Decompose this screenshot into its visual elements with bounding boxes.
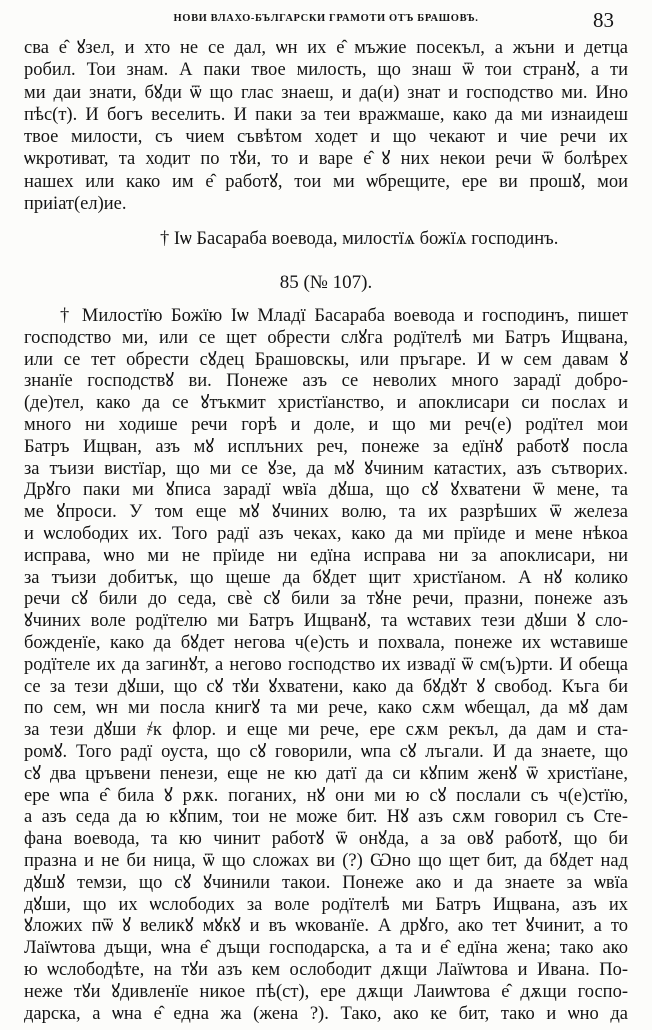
signature-line: † Iѡ Басараба воевода, милостїѧ божїѧ господинъ.	[160, 229, 559, 249]
text-line: исправа, ѡно ми не прїиде ни едїна исправа ни за апоклисари, ни	[24, 545, 628, 566]
text-line: Лаїѡтова дъщи, ѡна е̂ дъщи господарска, а та и е̂ едїна жена; тако ако	[24, 938, 628, 959]
text-line: неже тꙋи ꙋдивленїе никое пѣ(ст), ере дѫщи Лаиѡтова е̂ дѫщи госпо-	[24, 981, 628, 1002]
running-title: НОВИ ВЛАХО-БЪЛГАРСКИ ГРАМОТИ ОТЪ БРАШОВЪ.	[173, 13, 479, 24]
text-line: а азъ седа да ю кꙋпим, тои не може бит. Нꙋ азъ сѫм говорил съ Сте-	[24, 807, 628, 828]
text-line: се за тези дꙋши, що сꙋ тꙋи ꙋхватени, како да бꙋдꙋт ꙋ свобод. Къга би	[24, 676, 628, 697]
text-line: (де)тел, како да се ꙋтъкмит христїанство, и апоклисари си послах и	[24, 393, 628, 414]
text-line: ме ꙋпроси. У том еще мꙋ ꙋчиних волю, та их разрѣших ѿ железа	[24, 502, 628, 523]
text-line: ми даи знати, бꙋди ѿ що глас знаеш, и да(и) знат и господство ми. Ино	[24, 82, 628, 103]
text-line: и ѡслободих их. Того радї азъ чеках, како да ми прїиде и мене нѣкоа	[24, 523, 628, 544]
text-line: ере ѡпа е̂ била ꙋ рѫк. поганих, нꙋ они ми ю сꙋ послали съ ч(е)стїю,	[24, 785, 628, 806]
text-line: сва е̂ ꙋзел, и хто не се дал, ѡн их е̂ мъжие посекъл, а жъни и детца	[24, 38, 628, 58]
text-line: по сем, ѡн ми посла книгꙋ та ми рече, како сѫм ѡбещал, да мꙋ дам	[24, 698, 628, 719]
text-line: господство ми, или се щет обрести слꙋга родїтелѣ ми Батръ Ищвана,	[24, 327, 628, 348]
text-line: много ни ходише речи горѣ и доле, и що ми реч(е) родїтел мои	[24, 414, 628, 435]
text-line: сꙋ два цръвени пенези, еще не кю датї да си кꙋпим женꙋ ѿ христїане,	[24, 763, 628, 784]
text-line: божденїе, како да бꙋдет негова ч(е)сть и похвала, понеже их ѡставише	[24, 632, 628, 653]
text-line: празна и не би ница, ѿ що сложах ви (?) Ѡно що щет бит, да бꙋдет над	[24, 850, 628, 871]
paragraph-continued	[24, 37, 628, 215]
text-line: за тъизи вистїар, що ми се ꙋзе, да мꙋ ꙋчиним катастих, азъ сътворих.	[24, 458, 628, 479]
text-line: Батръ Ищван, азъ мꙋ исплъних реч, понеже за едїнꙋ работꙋ посла	[24, 436, 628, 457]
page-number: 83	[593, 8, 614, 32]
running-header	[0, 8, 652, 30]
text-line: дꙋши, що их ѡслободих за воле родїтелѣ ми Батръ Ищвана, азъ их	[24, 894, 628, 915]
text-line: пѣс(т). И богъ веселить. И паки за теи вражмаше, како да ми изнаидеш	[24, 104, 628, 125]
text-line: фана воевода, та кю чинит работꙋ ѿ онꙋда, а за овꙋ работꙋ, що би	[24, 829, 628, 850]
text-line: родїтеле их да загинꙋт, а негово господство их извадї ѿ см(ъ)рти. И обеща	[24, 654, 628, 675]
text-line: † Милостїю Божїю Iѡ Младї Басараба воевода и господинъ, пишет	[60, 306, 628, 326]
text-line: ꙋчиних воле родїтелю ми Батръ Ищванꙋ, та ѡставих тези дꙋши ꙋ сло-	[24, 611, 628, 632]
text-line: за тези дꙋши ҂к флор. и еще ми рече, ере сѫм рекъл, да дам и ста-	[24, 720, 629, 741]
text-line: ю ѡслободѣте, на тꙋи азъ кем ослободит дѫщи Лаїѡтова и Ивана. По-	[24, 959, 628, 980]
text-line: приiат(ел)ие.	[24, 194, 127, 215]
document-number-heading: 85 (№ 107).	[279, 272, 373, 293]
text-line: ѡкротиват, та ходит по тꙋи, то и варе е̂ ꙋ них некои речи ѿ болѣрех	[24, 149, 628, 170]
text-line: знанїе господствꙋ ви. Понеже азъ се неволих много зарадї добро-	[24, 371, 628, 392]
text-line: робил. Тои знам. А паки твое милость, що знаш ѿ тои странꙋ, а ти	[24, 60, 628, 81]
text-line: дарска, а ѡна е̂ една жа (жена ?). Тако, ако ке бит, тако и ѡно да	[24, 1003, 628, 1024]
text-line: речи сꙋ били до седа, свѐ сꙋ били за тꙋне речи, празни, понеже азъ	[24, 589, 628, 610]
text-line: ꙋложих пѿ ꙋ великꙋ мꙋкꙋ и въ ѡкованїе. А дрꙋго, ако тет ꙋчинит, а то	[24, 916, 628, 937]
text-line: дꙋшꙋ темзи, що сꙋ ꙋчинили такои. Понеже ако и да знаете за ѡвїа	[24, 872, 628, 893]
text-line: за тъизи добитък, що щеше да бꙋдет щит христїаном. А нꙋ колико	[24, 567, 628, 588]
text-line: нашех или како им е̂ работꙋ, тои ми ѡбрещите, ере ви прошꙋ, мои	[24, 171, 628, 192]
text-line: или се тет обрести сꙋдец Брашовскы, или пръгаре. И ѡ сем давам ꙋ	[24, 349, 628, 370]
text-line: твое милости, съ чием съвѣтом ходет и що чекают и чие речи их	[24, 127, 628, 148]
paragraph-document-85	[24, 306, 628, 1025]
text-line: ромꙋ. Того радї оуста, що сꙋ говорили, ѡпа сꙋ лъгали. И да знаете, що	[24, 741, 628, 762]
text-line: Дрꙋго паки ми ꙋписа зарадї ѡвїа дꙋша, що сꙋ ꙋхватени ѿ мене, та	[24, 480, 628, 501]
